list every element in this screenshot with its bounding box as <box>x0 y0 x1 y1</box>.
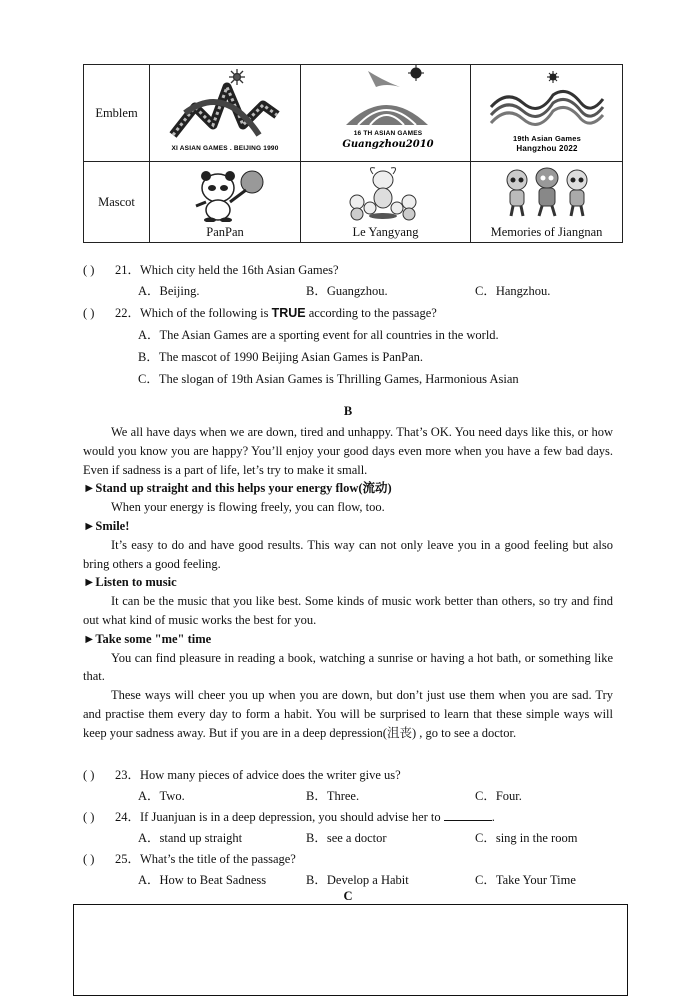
q23-option-b[interactable]: B．Three. <box>306 789 360 803</box>
q22-option-a[interactable]: A．The Asian Games are a sporting event for all countries in the world. <box>138 328 499 342</box>
svg-text:Hangzhou 2022: Hangzhou 2022 <box>515 144 578 153</box>
svg-text:19th Asian Games: 19th Asian Games <box>512 134 581 143</box>
tip-heading-1: ►Stand up straight and this helps your energy flow(流动) <box>83 481 392 496</box>
q25-option-a[interactable]: A．How to Beat Sadness <box>138 873 267 887</box>
question-25: ( ) 25．What’s the title of the passage? <box>83 852 296 866</box>
q21-option-b[interactable]: B．Guangzhou. <box>306 284 388 298</box>
tip-heading-4: ►Take some "me" time <box>83 631 212 646</box>
answer-paren[interactable]: ( ) <box>83 768 95 782</box>
hangzhou-2022-emblem-cell <box>471 65 623 162</box>
beijing-1990-emblem-cell <box>150 65 301 162</box>
q23-option-a[interactable]: A．Two. <box>138 789 185 803</box>
tip-heading-2: ►Smile! <box>83 518 130 533</box>
tip-body-3: It can be the music that you like best. Some kinds of music work better than others, so try and find out what kind of music works the best for you. <box>83 594 613 627</box>
guangzhou-2010-emblem <box>306 65 466 157</box>
passage-b-closing: These ways will cheer you up when you are down, but don’t just use them when you are sad. Try and practise them every day to form a habit. You will be surprised to learn that these simple ways will keep your sadness away. But if you are in a deep depression(沮丧) , go to see a doctor. <box>83 688 613 740</box>
question-21: ( ) 21．Which city held the 16th Asian Games? <box>83 263 339 277</box>
answer-paren[interactable]: ( ) <box>83 306 95 320</box>
answer-paren[interactable]: ( ) <box>83 263 95 277</box>
tip-heading-3: ►Listen to music <box>83 575 177 590</box>
answer-blank[interactable] <box>444 810 492 821</box>
question-24: ( ) 24．If Juanjuan is in a deep depression, you should advise her to . <box>83 810 495 824</box>
question-23: ( ) 23．How many pieces of advice does the writer give us? <box>83 768 401 782</box>
guangzhou-2010-emblem-cell <box>301 65 471 162</box>
robot-mascots-icon <box>497 166 597 218</box>
mascot-le-yangyang-cell <box>301 162 471 243</box>
q24-option-c[interactable]: C．sing in the room <box>475 831 578 845</box>
mascot-caption-panpan: PanPan <box>206 225 244 239</box>
q23-option-c[interactable]: C．Four. <box>475 789 522 803</box>
svg-text:XI ASIAN GAMES . BEIJING 1990: XI ASIAN GAMES . BEIJING 1990 <box>171 145 279 152</box>
answer-paren[interactable]: ( ) <box>83 852 95 866</box>
q25-option-b[interactable]: B．Develop a Habit <box>306 873 409 887</box>
svg-text:16 TH ASIAN GAMES: 16 TH ASIAN GAMES <box>353 130 422 137</box>
q22-option-b[interactable]: B．The mascot of 1990 Beijing Asian Games is PanPan. <box>138 350 424 364</box>
q25-option-c[interactable]: C．Take Your Time <box>475 873 576 887</box>
mascot-memories-cell <box>471 162 623 243</box>
row-label-emblem: Emblem <box>84 65 150 162</box>
question-22: ( ) 22．Which of the following is TRUE according to the passage? <box>83 306 437 320</box>
answer-paren[interactable]: ( ) <box>83 810 95 824</box>
passage-b-body <box>83 423 613 743</box>
passage-b-intro: We all have days when we are down, tired and unhappy. That’s OK. You need days like this, or how would you know you are happy? You’ll enjoy your good days even more when you have a few bad days. Even if sadness is a part of life, let’s try to make it small. <box>83 425 613 477</box>
goat-mascots-icon <box>343 164 427 224</box>
panda-mascot-icon <box>180 166 270 222</box>
row-label-mascot: Mascot <box>84 162 150 243</box>
beijing-1990-emblem <box>155 65 295 157</box>
svg-text:Guangzhou2010: Guangzhou2010 <box>341 139 434 150</box>
tip-body-2: It’s easy to do and have good results. This way can not only leave you in a good feeling but also bring others a good feeling. <box>83 537 613 571</box>
hangzhou-2022-emblem <box>477 65 617 157</box>
asian-games-table <box>83 64 623 243</box>
tip-body-4: You can find pleasure in reading a book, watching a sunrise or having a hot bath, or something like that. <box>83 650 613 684</box>
q24-option-b[interactable]: B．see a doctor <box>306 831 387 845</box>
q24-option-a[interactable]: A．stand up straight <box>138 831 243 845</box>
passage-b-title: B <box>343 404 353 418</box>
mascot-caption-le-yangyang: Le Yangyang <box>352 225 419 239</box>
passage-c-title: C <box>343 889 353 903</box>
q21-option-a[interactable]: A．Beijing. <box>138 284 200 298</box>
passage-c-box <box>73 904 628 996</box>
mascot-caption-memories-of-jiangnan: Memories of Jiangnan <box>490 225 603 239</box>
q22-option-c[interactable]: C．The slogan of 19th Asian Games is Thrilling Games, Harmonious Asian <box>138 372 519 386</box>
tip-body-1: When your energy is flowing freely, you can flow, too. <box>111 500 385 515</box>
mascot-panpan-cell <box>150 162 301 243</box>
q21-option-c[interactable]: C．Hangzhou. <box>475 284 551 298</box>
